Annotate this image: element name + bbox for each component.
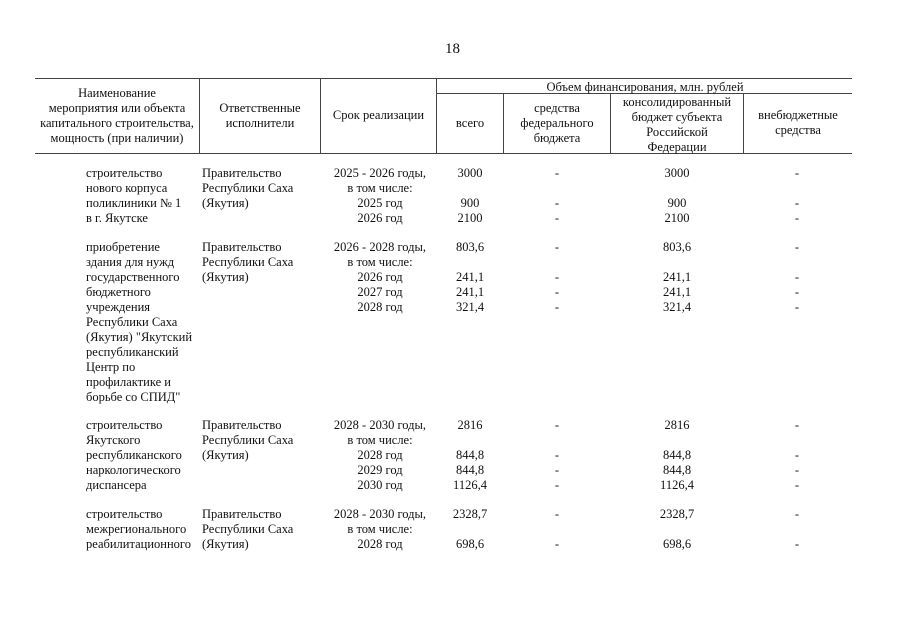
cell-line: 2100 — [457, 211, 483, 225]
cell-line — [440, 255, 500, 270]
cell-line — [505, 181, 609, 196]
cell-line: - — [794, 270, 800, 284]
cell-line: 844,8 — [662, 448, 692, 462]
cell-line — [612, 433, 742, 448]
cell-line: - — [794, 166, 800, 180]
cell-line: в том числе: — [347, 255, 413, 269]
cell-line: - — [554, 166, 560, 180]
cell-line: межрегионального — [86, 522, 187, 536]
cell-line: Республики Саха — [202, 255, 294, 269]
header-line: капитального строительства, — [40, 116, 194, 130]
cell-consolidated — [612, 166, 742, 226]
cell-line: - — [794, 211, 800, 225]
header-line: бюджета — [533, 131, 581, 145]
cell-line — [505, 255, 609, 270]
cell-consolidated — [612, 418, 742, 493]
cell-line: (Якутия) "Якутский — [86, 330, 193, 344]
cell-term — [324, 240, 436, 315]
cell-line: - — [554, 537, 560, 551]
cell-line: 2026 год — [357, 270, 403, 284]
cell-line: Центр по — [86, 360, 136, 374]
header-line: средства — [775, 123, 821, 137]
header-line: Срок реализации — [332, 108, 425, 122]
cell-consolidated — [612, 507, 742, 552]
cell-line: Республики Саха — [86, 315, 178, 329]
header-extrabudget — [745, 108, 851, 138]
cell-line: - — [554, 507, 560, 521]
header-federal — [505, 101, 609, 146]
cell-executor — [202, 166, 320, 211]
cell-line: 2029 год — [357, 463, 403, 477]
header-divider — [610, 93, 611, 153]
header-group-title — [438, 80, 852, 95]
cell-line: 241,1 — [662, 285, 692, 299]
cell-line: Республики Саха — [202, 522, 294, 536]
cell-line — [612, 181, 742, 196]
cell-line — [745, 255, 849, 270]
header-line: Наименование — [78, 86, 156, 100]
cell-federal — [505, 166, 609, 226]
cell-line: приобретение — [86, 240, 160, 254]
header-total — [438, 116, 502, 131]
cell-total — [440, 507, 500, 552]
cell-line: 321,4 — [455, 300, 485, 314]
cell-line — [505, 433, 609, 448]
header-divider — [199, 78, 200, 153]
header-line: мероприятия или объекта — [48, 101, 186, 115]
cell-name — [86, 507, 198, 552]
cell-total — [440, 166, 500, 226]
cell-line: 1126,4 — [453, 478, 487, 492]
cell-line: - — [554, 448, 560, 462]
cell-line: - — [554, 211, 560, 225]
cell-line: 844,8 — [455, 463, 485, 477]
cell-line: 2028 год — [357, 300, 403, 314]
header-line: средства — [534, 101, 580, 115]
header-line: Объем финансирования, млн. рублей — [546, 80, 744, 94]
cell-line: 2025 год — [357, 196, 403, 210]
cell-line: Правительство — [202, 507, 282, 521]
cell-line: 698,6 — [455, 537, 485, 551]
cell-line: - — [794, 537, 800, 551]
cell-line: учреждения — [86, 300, 151, 314]
cell-extrabudget — [745, 240, 849, 315]
cell-line: Республики Саха — [202, 433, 294, 447]
table-top-rule — [35, 78, 852, 79]
cell-line: (Якутия) — [202, 537, 249, 551]
cell-line: 3000 — [457, 166, 483, 180]
header-line: Российской — [646, 125, 708, 139]
cell-line: 803,6 — [662, 240, 692, 254]
cell-total — [440, 240, 500, 315]
cell-line — [745, 522, 849, 537]
cell-line: строительство — [86, 166, 163, 180]
cell-name — [86, 240, 198, 405]
cell-line: - — [554, 418, 560, 432]
cell-extrabudget — [745, 166, 849, 226]
cell-line: нового корпуса — [86, 181, 168, 195]
header-divider — [320, 78, 321, 153]
cell-line: - — [554, 463, 560, 477]
cell-line: - — [554, 478, 560, 492]
cell-line: 2028 - 2030 годы, — [333, 418, 427, 432]
cell-line: бюджетного — [86, 285, 151, 299]
cell-line: - — [794, 196, 800, 210]
cell-line — [745, 181, 849, 196]
cell-line — [612, 522, 742, 537]
cell-line: 241,1 — [455, 285, 485, 299]
header-line: федерального — [520, 116, 594, 130]
cell-line: (Якутия) — [202, 448, 249, 462]
cell-line: - — [554, 270, 560, 284]
cell-line: государственного — [86, 270, 180, 284]
header-term — [322, 108, 435, 123]
cell-line: 844,8 — [662, 463, 692, 477]
cell-line: 2328,7 — [659, 507, 695, 521]
cell-line: в том числе: — [347, 181, 413, 195]
cell-line: 2028 - 2030 годы, — [333, 507, 427, 521]
cell-line: в том числе: — [347, 433, 413, 447]
cell-line — [440, 522, 500, 537]
cell-line: 2816 — [664, 418, 690, 432]
header-line: бюджет субъекта — [631, 110, 723, 124]
cell-line: 2027 год — [357, 285, 403, 299]
cell-line: Якутского — [86, 433, 141, 447]
cell-line: - — [554, 300, 560, 314]
cell-line: 241,1 — [455, 270, 485, 284]
cell-term — [324, 166, 436, 226]
cell-line: 241,1 — [662, 270, 692, 284]
cell-line: 2030 год — [357, 478, 403, 492]
header-divider — [436, 78, 437, 153]
cell-line: 2816 — [457, 418, 483, 432]
cell-extrabudget — [745, 507, 849, 552]
header-divider — [743, 93, 744, 153]
cell-line — [612, 255, 742, 270]
cell-line: 1126,4 — [660, 478, 694, 492]
header-executors — [201, 101, 319, 131]
cell-line: - — [794, 448, 800, 462]
cell-line: 2025 - 2026 годы, — [333, 166, 427, 180]
cell-line: - — [554, 285, 560, 299]
cell-line: Республики Саха — [202, 181, 294, 195]
cell-line: 321,4 — [662, 300, 692, 314]
cell-line: Правительство — [202, 418, 282, 432]
cell-line: в г. Якутске — [86, 211, 148, 225]
cell-line: строительство — [86, 507, 163, 521]
cell-total — [440, 418, 500, 493]
header-line: всего — [455, 116, 485, 130]
header-divider — [503, 93, 504, 153]
cell-line: (Якутия) — [202, 196, 249, 210]
cell-line: 2328,7 — [452, 507, 488, 521]
cell-term — [324, 418, 436, 493]
cell-line: 900 — [460, 196, 480, 210]
cell-line: - — [794, 478, 800, 492]
cell-line: 3000 — [664, 166, 690, 180]
cell-line: здания для нужд — [86, 255, 175, 269]
cell-line: профилактике и — [86, 375, 171, 389]
cell-line: (Якутия) — [202, 270, 249, 284]
cell-line: 2100 — [664, 211, 690, 225]
cell-line: - — [794, 240, 800, 254]
cell-line: - — [794, 300, 800, 314]
cell-line: Правительство — [202, 166, 282, 180]
cell-line: - — [794, 507, 800, 521]
cell-line: 698,6 — [662, 537, 692, 551]
cell-extrabudget — [745, 418, 849, 493]
cell-line — [440, 181, 500, 196]
cell-line: 2026 - 2028 годы, — [333, 240, 427, 254]
cell-line: 2028 год — [357, 448, 403, 462]
cell-line — [505, 522, 609, 537]
cell-executor — [202, 507, 320, 552]
header-line: внебюджетные — [758, 108, 838, 122]
cell-name — [86, 166, 198, 226]
header-line: мощность (при наличии) — [50, 131, 184, 145]
header-line: Федерации — [647, 140, 707, 154]
cell-line: - — [794, 463, 800, 477]
cell-line: диспансера — [86, 478, 147, 492]
cell-federal — [505, 240, 609, 315]
cell-line: наркологического — [86, 463, 181, 477]
cell-line: республиканского — [86, 448, 182, 462]
cell-federal — [505, 418, 609, 493]
cell-term — [324, 507, 436, 552]
header-line: консолидированный — [622, 95, 732, 109]
cell-line: 803,6 — [455, 240, 485, 254]
cell-line: поликлиники № 1 — [86, 196, 182, 210]
header-line: Ответственные — [219, 101, 301, 115]
cell-line: 844,8 — [455, 448, 485, 462]
cell-name — [86, 418, 198, 493]
cell-line: - — [554, 196, 560, 210]
cell-executor — [202, 418, 320, 463]
cell-federal — [505, 507, 609, 552]
cell-consolidated — [612, 240, 742, 315]
cell-line: 2026 год — [357, 211, 403, 225]
cell-line: Правительство — [202, 240, 282, 254]
cell-line: республиканский — [86, 345, 179, 359]
cell-line: - — [794, 418, 800, 432]
header-consolidated — [612, 95, 742, 155]
cell-line: 2028 год — [357, 537, 403, 551]
cell-line: - — [794, 285, 800, 299]
cell-line: борьбе со СПИД" — [86, 390, 181, 404]
cell-line: - — [554, 240, 560, 254]
cell-line: в том числе: — [347, 522, 413, 536]
cell-line: реабилитационного — [86, 537, 191, 551]
cell-line: 900 — [667, 196, 687, 210]
cell-line: строительство — [86, 418, 163, 432]
page-number: 18 — [445, 41, 460, 57]
header-name — [37, 86, 197, 146]
cell-line — [440, 433, 500, 448]
header-line: исполнители — [225, 116, 295, 130]
cell-executor — [202, 240, 320, 285]
cell-line — [745, 433, 849, 448]
